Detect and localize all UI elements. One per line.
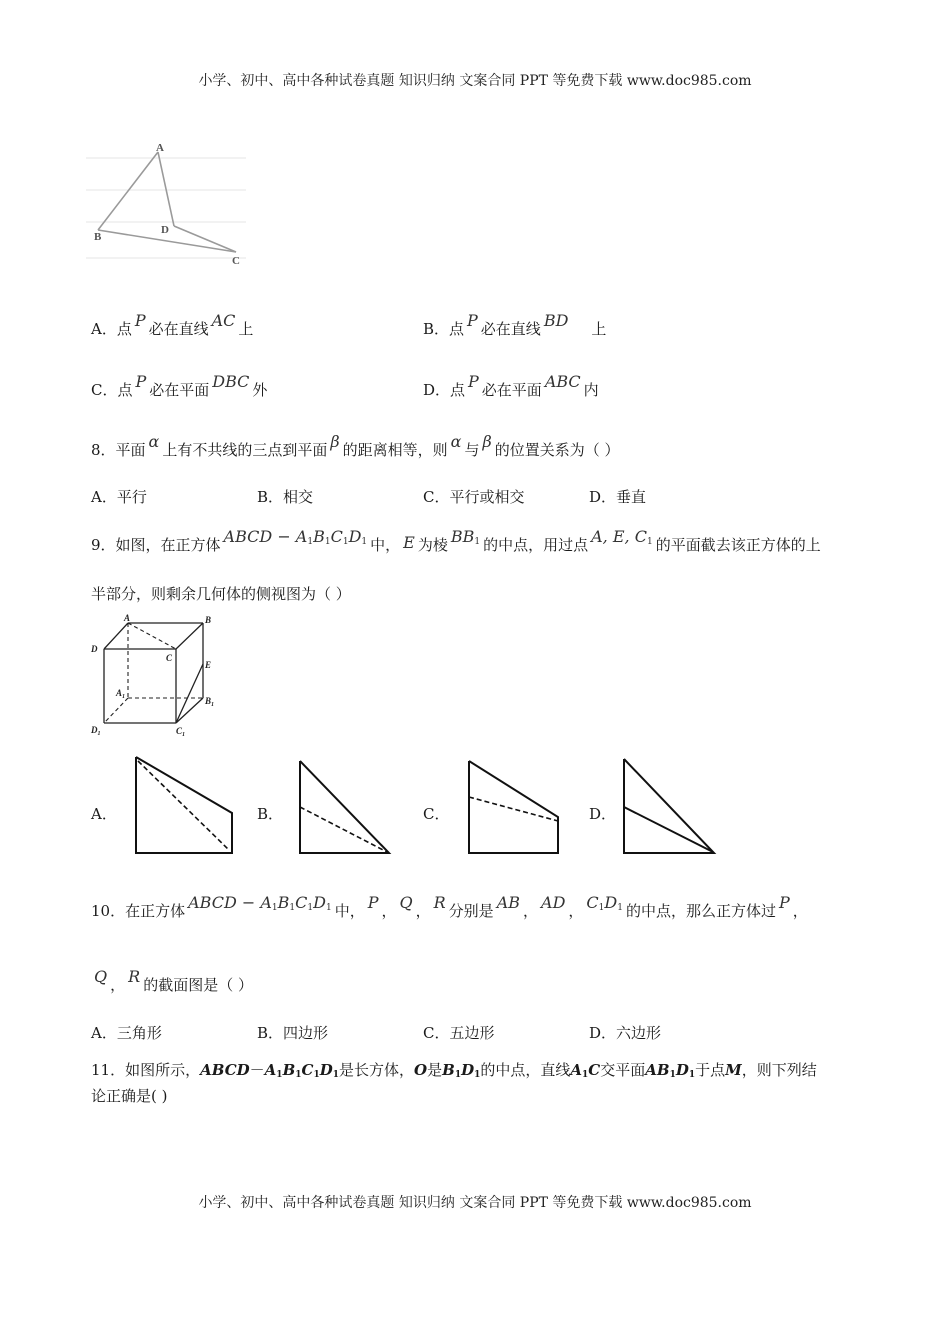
q9-cube-label-a1: $A_1$ bbox=[116, 688, 126, 700]
q10-option-a: A．三角形 bbox=[91, 1024, 162, 1042]
q9-option-a-figure bbox=[134, 755, 238, 857]
q8-option-d: D．垂直 bbox=[589, 488, 647, 506]
q7-label-d: D bbox=[161, 224, 169, 236]
q9-cube-label-c: C bbox=[166, 653, 173, 663]
q7-option-c: C．点 P 必在平面 DBC 外 bbox=[91, 372, 268, 399]
page-header: 小学、初中、高中各种试卷真题 知识归纳 文案合同 PPT 等免费下载 www.doc985.com bbox=[198, 73, 752, 89]
q7-edge-ad bbox=[158, 152, 174, 226]
q9-option-c-figure bbox=[466, 759, 562, 857]
q9-option-a-label: A． bbox=[91, 805, 117, 823]
q9-cube-figure bbox=[88, 612, 223, 742]
q10-option-d: D．六边形 bbox=[589, 1024, 662, 1042]
q9-cube-label-d1: $D_1$ bbox=[91, 725, 101, 737]
q8-option-c: C．平行或相交 bbox=[423, 488, 525, 506]
q10-option-b: B．四边形 bbox=[257, 1024, 329, 1042]
q7-edge-dc bbox=[174, 226, 236, 252]
q11-stem-line1: 11．如图所示，$ABCD-A_1B_1C_1D_1$是长方体，O是$B_1D_1$的中点，直线$A_1C$交平面$AB_1D_1$于点M，则下列结 bbox=[91, 1061, 817, 1080]
q7-option-d: D．点 P 必在平面 ABC 内 bbox=[423, 372, 599, 399]
q9-cube-label-c1: $C_1$ bbox=[176, 726, 186, 738]
q7-label-c: C bbox=[232, 255, 240, 267]
page-footer: 小学、初中、高中各种试卷真题 知识归纳 文案合同 PPT 等免费下载 www.doc985.com bbox=[198, 1195, 752, 1211]
q9-cube-label-e: E bbox=[205, 660, 212, 670]
q9-option-b-figure bbox=[297, 759, 394, 857]
q8-stem: 8．平面 α 上有不共线的三点到平面 β 的距离相等，则 α 与 β 的位置关系为（ ） bbox=[91, 432, 620, 459]
q9-stem-line2: 半部分，则剩余几何体的侧视图为（ ） bbox=[91, 585, 351, 603]
q11-stem-line2: 论正确是( ) bbox=[91, 1087, 168, 1105]
q8-option-b: B．相交 bbox=[257, 488, 314, 506]
q7-triangle-figure bbox=[86, 140, 256, 270]
q9-cube-label-b: B bbox=[205, 615, 212, 625]
q9-cube-label-d: D bbox=[91, 644, 98, 654]
q8-option-a: A．平行 bbox=[91, 488, 147, 506]
q7-label-a: A bbox=[156, 142, 164, 154]
q7-label-b: B bbox=[94, 231, 102, 243]
q7-option-b: B．点 P 必在直线 BD 上 bbox=[423, 311, 607, 338]
q10-stem-line2: Q ， R 的截面图是（ ） bbox=[94, 967, 253, 994]
q9-option-b-label: B． bbox=[257, 805, 284, 823]
q7-option-a: A．点 P 必在直线 AC 上 bbox=[91, 311, 254, 338]
q9-cube-label-a: A bbox=[124, 613, 131, 623]
q10-stem-line1: 10．在正方体 ABCD − $A_1B_1C_1D_1$ 中， P ， Q ， R 分别是 AB ， AD ， $C_1D_1$ 的中点，那么正方体过 P ， bbox=[91, 893, 808, 920]
q10-option-c: C．五边形 bbox=[423, 1024, 495, 1042]
q7-edge-ab bbox=[98, 152, 158, 230]
q9-option-d-figure bbox=[621, 757, 719, 857]
q9-option-d-label: D． bbox=[589, 805, 617, 823]
q9-stem-line1: 9．如图，在正方体 ABCD − $A_1B_1C_1D_1$ 中， E 为棱 $BB_1$ 的中点，用过点 A, E, $C_1$ 的平面截去该正方体的上 bbox=[91, 527, 821, 554]
q9-option-c-label: C． bbox=[423, 805, 450, 823]
q9-cube-label-b1: $B_1$ bbox=[205, 696, 215, 708]
